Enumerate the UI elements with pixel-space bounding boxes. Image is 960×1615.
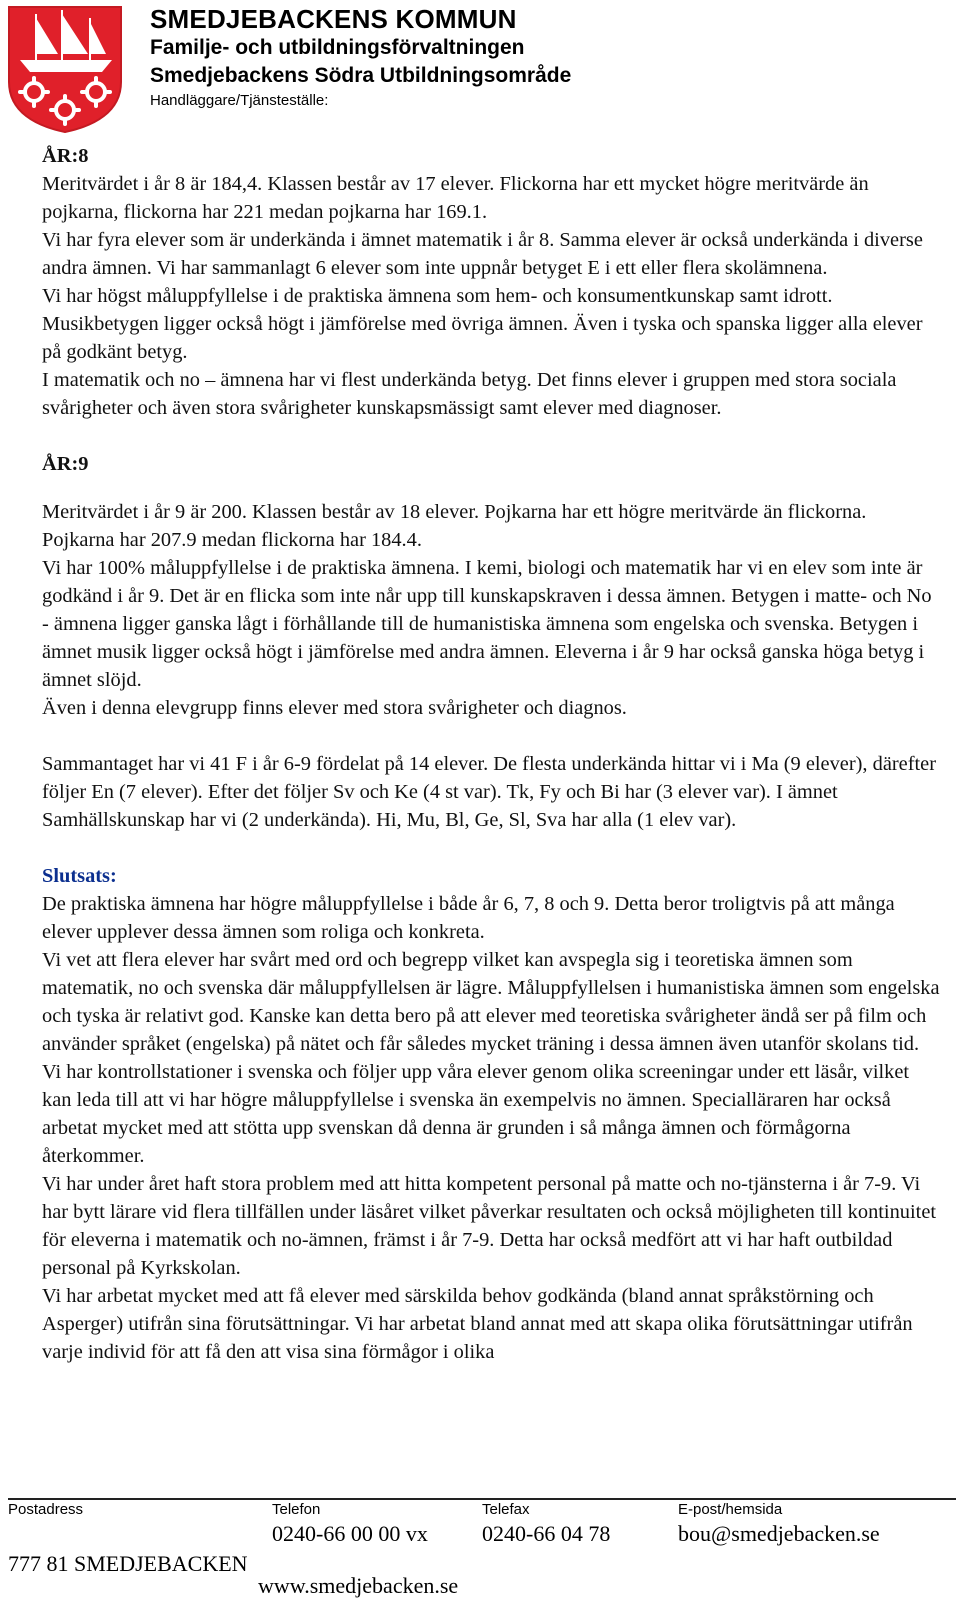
website-link[interactable]: www.smedjebacken.se	[258, 1573, 459, 1598]
summary-paragraph: Sammantaget har vi 41 F i år 6-9 fördelat på 14 elever. De flesta underkända hittar vi i Ma (9 elever), därefter följer En (7 elever). Efter det följer Sv och Ke (4 st var). Tk, Fy och Bi har (3 elever var). I ämnet Samhällskunskap har vi (2 underkända). Hi, Mu, Bl, Ge, Sl, Sva har alla (1 elev var).	[42, 753, 937, 831]
year8-paragraph: Meritvärdet i år 8 är 184,4. Klassen består av 17 elever. Flickorna har ett mycket högre meritvärde än pojkarna, flickorna har 221 medan pojkarna har 169.1.	[42, 173, 869, 223]
conclusion-paragraph: De praktiska ämnena har högre måluppfyllelse i både år 6, 7, 8 och 9. Detta beror troligtvis på att många elever upplever dessa ämnen som roliga och konkreta.	[42, 893, 895, 943]
year9-paragraph: Meritvärdet i år 9 är 200. Klassen består av 18 elever. Pojkarna har ett högre meritvärde än flickorna. Pojkarna har 207.9 medan flickorna har 184.4.	[42, 501, 867, 551]
year8-paragraph: I matematik och no – ämnena har vi flest underkända betyg. Det finns elever i gruppen med stora sociala svårigheter och även stora svårigheter kunskapsmässigt samt elever med diagnoser.	[42, 369, 897, 419]
footer-fax	[482, 1500, 610, 1548]
org-name: SMEDJEBACKENS KOMMUN	[150, 4, 517, 34]
email-link[interactable]: bou@smedjebacken.se	[678, 1521, 880, 1546]
area-name: Smedjebackens Södra Utbildningsområde	[150, 64, 572, 87]
conclusion-heading: Slutsats:	[42, 865, 117, 887]
year9-paragraph: Även i denna elevgrupp finns elever med stora svårigheter och diagnos.	[42, 697, 627, 719]
department-name: Familje- och utbildningsförvaltningen	[150, 36, 525, 59]
conclusion-paragraph: Vi vet att flera elever har svårt med ord och begrepp vilket kan avspegla sig i teoretiska ämnen som matematik, no och svenska där måluppfyllelsen är lägre. Måluppfyllelsen i humanistiska ämnen som engelska och tyska är relativt god. Kanske kan detta bero på att elever med teoretiska svårigheter ändå ser på film och använder språket (engelska) på nätet och får således mycket träning i dessa ämnen även utanför skolans tid.	[42, 949, 940, 1055]
year8-paragraph: Vi har fyra elever som är underkända i ämnet matematik i år 8. Samma elever är också underkända i diverse andra ämnen. Vi har sammanlagt 6 elever som inte uppnår betyget E i ett eller flera skolämnena.	[42, 229, 923, 279]
footer-postal	[8, 1500, 248, 1578]
fax-label: Telefax	[482, 1501, 530, 1518]
phone-label: Telefon	[272, 1501, 321, 1518]
fax-value: 0240-66 04 78	[482, 1521, 611, 1546]
conclusion-paragraph: Vi har kontrollstationer i svenska och följer upp våra elever genom olika screeningar under ett läsår, vilket kan leda till att vi har högre måluppfyllelse i svenska än exempelvis no ämnen. Specialläraren har också arbetat mycket med att stötta upp svenskan då denna är grunden i så många ämnen och förmågorna återkommer.	[42, 1061, 910, 1167]
year9-heading: ÅR:9	[42, 453, 89, 475]
postal-value: 777 81 SMEDJEBACKEN	[8, 1551, 248, 1576]
postal-label: Postadress	[8, 1501, 84, 1518]
year8-paragraph: Vi har högst måluppfyllelse i de praktiska ämnena som hem- och konsumentkunskap samt idrott. Musikbetygen ligger också högt i jämförelse med övriga ämnen. Även i tyska och spanska ligger alla elever på godkänt betyg.	[42, 285, 923, 363]
phone-value: 0240-66 00 00 vx	[272, 1521, 428, 1546]
footer-email	[678, 1500, 880, 1548]
year8-heading: ÅR:8	[42, 145, 89, 167]
footer-phone	[258, 1500, 459, 1600]
email-label: E-post/hemsida	[678, 1501, 783, 1518]
letterhead	[150, 4, 571, 111]
year9-paragraph: Vi har 100% måluppfyllelse i de praktiska ämnena. I kemi, biologi och matematik har vi en elev som inte är godkänd i år 9. Det är en flicka som inte når upp till kunskapskraven i dessa ämnen. Betygen i matte- och No - ämnena ligger ganska lågt i förhållande till de humanistiska ämnena som engelska och svenska. Betygen i ämnet musik ligger också högt i jämförelse med andra ämnen. Eleverna i år 9 har också ganska höga betyg i ämnet slöjd.	[42, 557, 932, 691]
handler-label: Handläggare/Tjänsteställe:	[150, 92, 329, 109]
conclusion-paragraph: Vi har arbetat mycket med att få elever med särskilda behov godkända (bland annat språkstörning och Asperger) utifrån sina förutsättningar. Vi har arbetat bland annat med att skapa olika förutsättningar utifrån varje individ för att få den att visa sina förmågor i olika	[42, 1285, 913, 1363]
conclusion-paragraph: Vi har under året haft stora problem med att hitta kompetent personal på matte och no-tjänsterna i år 7-9. Vi har bytt lärare vid flera tillfällen under läsåret vilket påverkar resultaten och också möjligheten till kontinuitet för eleverna i matematik och no-ämnen, främst i år 7-9. Detta har också medfört att vi har haft outbildad personal på Kyrkskolan.	[42, 1173, 937, 1279]
document-body	[42, 142, 942, 1366]
coat-of-arms-icon	[6, 4, 124, 134]
